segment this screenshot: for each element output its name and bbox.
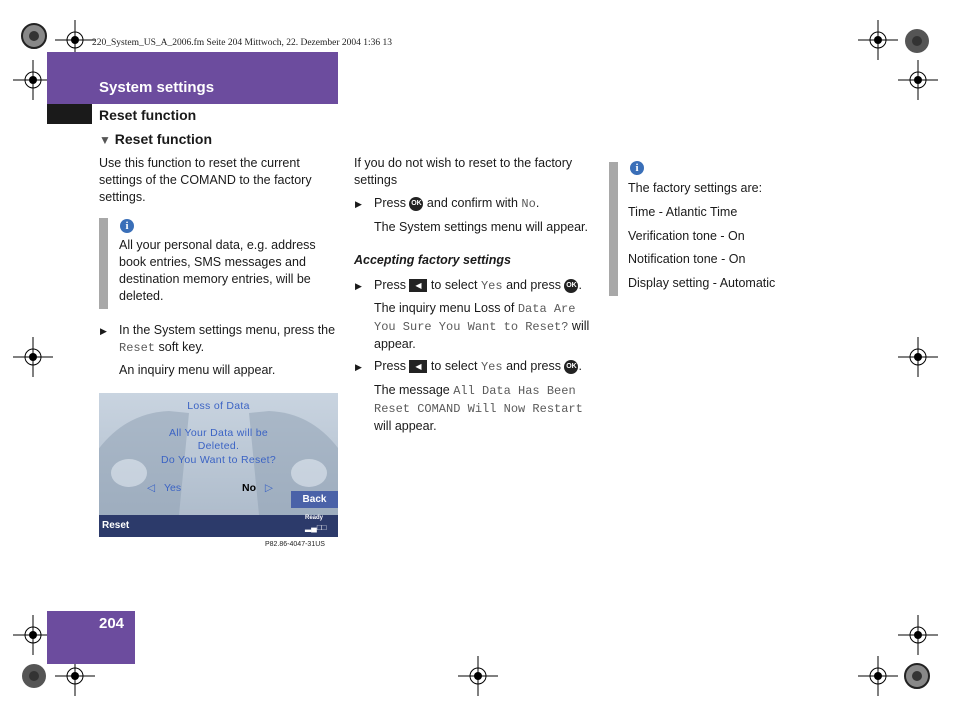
- screen-no-label: No: [242, 482, 256, 494]
- inquiry-code: Data Are You Sure You Want to Reset?: [374, 302, 576, 334]
- step-text: Press: [374, 359, 406, 373]
- file-header: 220_System_US_A_2006.fm Seite 204 Mittwoch, 22. Dezember 2004 1:36 13: [92, 38, 393, 48]
- bullet-arrow-icon: ▶: [355, 281, 362, 291]
- step-text: The message: [374, 383, 450, 397]
- reset-code: Reset: [119, 341, 156, 355]
- info-bar: [609, 162, 618, 296]
- step-text: will appear.: [374, 419, 437, 433]
- step-text: will appear.: [374, 319, 590, 351]
- step-text: soft key.: [158, 340, 205, 354]
- screen-line-1: All Your Data will be: [168, 427, 269, 439]
- left-arrow-button-icon: ◀: [409, 360, 427, 373]
- step-text: to select: [430, 359, 478, 373]
- right-triangle-icon: ▷: [264, 482, 273, 494]
- step-no: [374, 195, 599, 213]
- screen-ready-label: Ready: [305, 515, 324, 521]
- step-text: .: [578, 359, 582, 373]
- accept-heading: Accepting factory settings: [354, 253, 511, 267]
- step-select-yes-2: [374, 358, 599, 376]
- screen-no-option[interactable]: [242, 482, 273, 494]
- factory-intro: The factory settings are:: [628, 181, 763, 195]
- screen-back-button[interactable]: Back: [291, 491, 338, 508]
- color-wheel-mark-icon: [903, 27, 931, 55]
- screen-yes-label: Yes: [164, 482, 182, 494]
- registration-mark-icon: [898, 615, 938, 655]
- step-text: and confirm with: [426, 196, 518, 210]
- step-result: An inquiry menu will appear.: [119, 363, 276, 377]
- screen-line-2: Deleted.: [197, 440, 240, 452]
- screen-reset-softkey[interactable]: Reset: [102, 520, 130, 531]
- color-wheel-mark-icon: [20, 662, 48, 690]
- screen-yes-option[interactable]: [147, 482, 181, 494]
- step-result: The System settings menu will appear.: [374, 220, 588, 234]
- section-tab: [47, 52, 338, 104]
- topic-title: [99, 131, 212, 147]
- page-number: 204: [99, 615, 125, 632]
- step-text: and press: [506, 359, 561, 373]
- yes-code: Yes: [480, 279, 503, 293]
- triangle-down-icon: ▼: [99, 133, 111, 147]
- message-code: All Data Has Been Reset COMAND Will Now Restart: [374, 384, 583, 416]
- registration-mark-icon: [898, 337, 938, 377]
- factory-item: Time - Atlantic Time: [628, 205, 738, 219]
- step-select-yes: [374, 277, 599, 295]
- topic-title-text: Reset function: [114, 131, 213, 147]
- step-text: Press: [374, 196, 406, 210]
- subsection-title: Reset function: [99, 107, 197, 123]
- info-icon: i: [120, 219, 134, 233]
- intro-paragraph: Use this function to reset the current settings of the COMAND to the factory settings.: [99, 156, 312, 204]
- screen-line-3: Do You Want to Reset?: [160, 454, 277, 466]
- step-result: [374, 300, 596, 353]
- subsection-tab: [47, 104, 92, 124]
- info-icon: i: [630, 161, 644, 175]
- step-text: .: [535, 196, 540, 210]
- color-wheel-mark-icon: [20, 22, 48, 50]
- step-text: The inquiry menu Loss of: [374, 301, 515, 315]
- factory-item: Display setting - Automatic: [628, 276, 776, 290]
- registration-mark-icon: [898, 60, 938, 100]
- bullet-arrow-icon: ▶: [355, 362, 362, 372]
- middle-intro: If you do not wish to reset to the factory settings: [354, 156, 573, 187]
- section-title: System settings: [99, 79, 215, 96]
- registration-mark-icon: [858, 656, 898, 696]
- ok-button-icon: OK: [409, 197, 423, 211]
- figure-id: P82.86-4047-31US: [265, 541, 325, 548]
- left-arrow-button-icon: ◀: [409, 279, 427, 292]
- ok-button-icon: OK: [564, 360, 578, 374]
- step-text: Press: [374, 278, 406, 292]
- left-triangle-icon: ◁: [147, 482, 156, 494]
- step-reset: [119, 322, 341, 357]
- step-text: In the System settings menu, press the: [119, 323, 336, 337]
- info-text: All your personal data, e.g. address book entries, SMS messages and destination memory entries, will be deleted.: [119, 238, 316, 303]
- color-wheel-mark-icon: [903, 662, 931, 690]
- factory-item: Notification tone - On: [628, 252, 746, 266]
- registration-mark-icon: [13, 337, 53, 377]
- yes-code: Yes: [480, 360, 503, 374]
- info-bar: [99, 218, 108, 309]
- no-code: No: [521, 197, 536, 211]
- screen-softkey-bar: [99, 515, 338, 537]
- signal-icon: ▂▄□□: [305, 523, 327, 532]
- screen-title: Loss of Data: [187, 400, 250, 412]
- bullet-arrow-icon: ▶: [100, 326, 107, 336]
- step-text: .: [578, 278, 582, 292]
- device-screenshot: [99, 393, 338, 537]
- step-result: [374, 382, 596, 435]
- step-text: to select: [430, 278, 478, 292]
- factory-item: Verification tone - On: [628, 229, 745, 243]
- registration-mark-icon: [858, 20, 898, 60]
- step-text: and press: [506, 278, 561, 292]
- registration-mark-icon: [458, 656, 498, 696]
- bullet-arrow-icon: ▶: [355, 199, 362, 209]
- ok-button-icon: OK: [564, 279, 578, 293]
